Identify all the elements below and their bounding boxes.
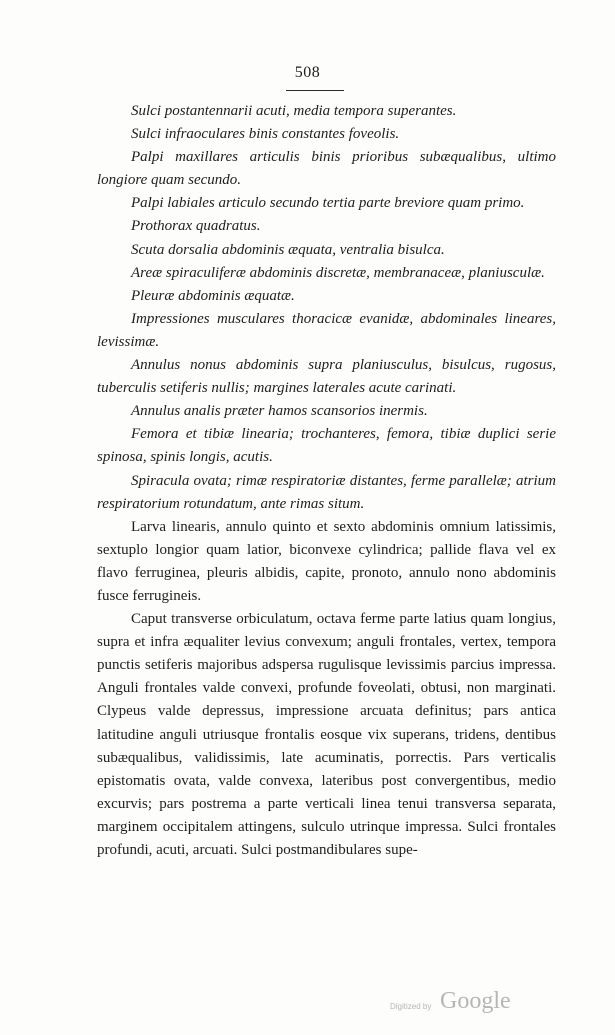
paragraph-palpi-labiales: Palpi labiales articulo secundo tertia parte breviore quam primo. <box>131 195 525 212</box>
paragraph-femora: Femora et tibiæ linearia; trochanteres, femora, tibiæ duplici serie spinosa, spinis longis, acutis. <box>97 426 556 466</box>
paragraph-pleurae: Pleuræ abdominis æquatæ. <box>131 287 295 304</box>
paragraph-caput: Caput transverse orbiculatum, octava ferme parte latius quam longius, supra et infra æqualiter levius convexum; anguli frontales, vertex, tempora punctis setiferis majoribus adspersa rugulisque levissimis parcius impressa. Anguli frontales valde convexi, profunde foveolati, obtusi, non marginati. Clypeus valde depressus, impressione arcuata definitus; pars antica latitudine anguli utriusque frontalis eosque vix superans, tridens, dentibus subæqualibus, validissimis, late acuminatis, porrectis. Pars verticalis epistomatis ovata, valde convexa, lateribus post convergentibus, medio excurvis; pars postrema a parte verticali linea tenui transversa separata, marginem occipitalem attingens, sulculo utrinque impressa. Sulci frontales profundi, acuti, arcuati. Sulci postmandibulares supe- <box>97 611 556 858</box>
paragraph-annulus-nonus: Annulus nonus abdominis supra planiusculus, bisulcus, rugosus, tuberculis setiferis nullis; margines laterales acute carinati. <box>97 357 556 397</box>
paragraph-sulci-infraoculares: Sulci infraoculares binis constantes foveolis. <box>131 126 400 143</box>
paragraph-spiracula: Spiracula ovata; rimæ respiratoriæ distantes, ferme parallelæ; atrium respiratorium rotundatum, ante rimas situm. <box>97 472 556 512</box>
paragraph-areae-spiraculiferae: Areæ spiraculiferæ abdominis discretæ, membranaceæ, planiusculæ. <box>131 264 545 281</box>
google-logo: Google <box>440 988 511 1014</box>
paragraph-prothorax: Prothorax quadratus. <box>131 218 261 235</box>
digitized-by-google-watermark <box>390 990 540 1020</box>
page-number: 508 <box>294 64 321 81</box>
paragraph-impressiones: Impressiones musculares thoracicæ evanidæ, abdominales lineares, levissimæ. <box>97 310 556 350</box>
paragraph-sulci-postantennarii: Sulci postantennarii acuti, media tempora superantes. <box>131 103 457 119</box>
page-number-rule <box>286 90 344 91</box>
watermark-prefix: Digitized by <box>390 1002 432 1011</box>
paragraph-palpi-maxillares: Palpi maxillares articulis binis prioribus subæqualibus, ultimo longiore quam secundo. <box>97 149 556 189</box>
paragraph-annulus-analis: Annulus analis præter hamos scansorios inermis. <box>131 403 428 420</box>
paragraph-larva: Larva linearis, annulo quinto et sexto abdominis omnium latissimis, sextuplo longior quam latior, biconvexe cylindrica; pallide flava vel ex flavo ferruginea, pleuris albidis, capite, pronoto, annulo nono abdominis fusce ferrugineis. <box>97 518 556 604</box>
body-text <box>97 100 556 862</box>
paragraph-scuta-dorsalia: Scuta dorsalia abdominis æquata, ventralia bisulca. <box>131 241 445 258</box>
